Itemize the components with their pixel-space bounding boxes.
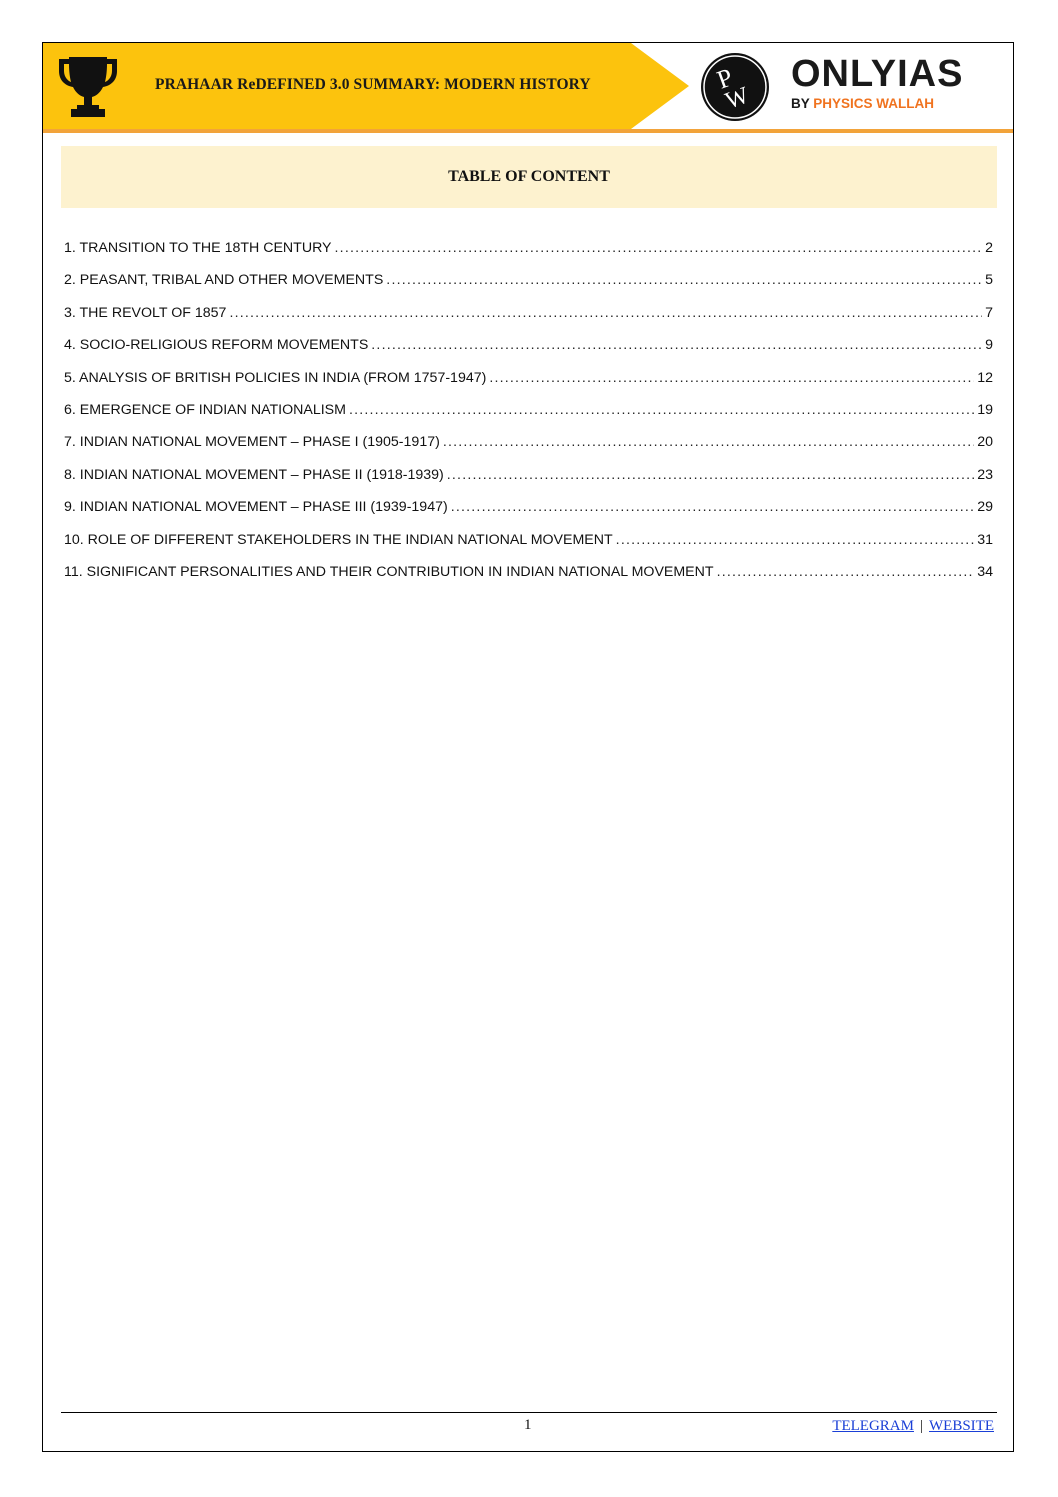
toc-entry-page: 29 — [977, 499, 993, 516]
website-link[interactable]: WEBSITE — [929, 1418, 994, 1434]
toc-entry-label: 9. INDIAN NATIONAL MOVEMENT – PHASE III (1939-1947) — [64, 499, 448, 516]
toc-entry[interactable] — [64, 499, 993, 531]
brand-by: BY — [791, 96, 810, 111]
toc-dot-leader — [229, 305, 982, 321]
toc-entry-label: 7. INDIAN NATIONAL MOVEMENT – PHASE I (1905-1917) — [64, 434, 440, 451]
brand-sub-name: PHYSICS WALLAH — [813, 96, 935, 111]
svg-text:P: P — [713, 62, 737, 95]
telegram-link[interactable]: TELEGRAM — [832, 1418, 914, 1434]
trophy-icon — [55, 53, 121, 121]
toc-entry[interactable] — [64, 240, 993, 272]
toc-entry[interactable] — [64, 337, 993, 369]
toc-dot-leader — [349, 402, 974, 418]
toc-entry-label: 8. INDIAN NATIONAL MOVEMENT – PHASE II (1918-1939) — [64, 466, 444, 483]
toc-entry-label: 2. PEASANT, TRIBAL AND OTHER MOVEMENTS — [64, 272, 384, 289]
toc-entry-page: 9 — [985, 337, 993, 354]
toc-entry-page: 5 — [985, 272, 993, 289]
toc-entry-page: 34 — [977, 563, 993, 580]
header-title: PRAHAAR ReDEFINED 3.0 SUMMARY: MODERN HISTORY — [155, 76, 591, 93]
toc-entry-page: 31 — [977, 531, 993, 548]
toc-entry-label: 5. ANALYSIS OF BRITISH POLICIES IN INDIA (FROM 1757-1947) — [64, 369, 487, 386]
toc-heading-box — [61, 146, 997, 208]
toc-dot-leader — [386, 272, 982, 288]
toc-entry-page: 2 — [985, 240, 993, 256]
toc-entry[interactable] — [64, 467, 993, 499]
toc-entry-label: 6. EMERGENCE OF INDIAN NATIONALISM — [64, 401, 346, 418]
toc-dot-leader — [447, 467, 974, 483]
toc-dot-leader — [489, 370, 974, 386]
toc-entry-label: 1. TRANSITION TO THE 18TH CENTURY — [64, 240, 332, 256]
toc-entry-label: 3. THE REVOLT OF 1857 — [64, 304, 227, 321]
page-number: 1 — [524, 1417, 532, 1433]
toc-entry-label: 4. SOCIO-RELIGIOUS REFORM MOVEMENTS — [64, 337, 369, 354]
footer-links — [832, 1418, 994, 1435]
toc-dot-leader — [335, 240, 983, 256]
toc-dot-leader — [616, 532, 975, 548]
footer-separator: | — [919, 1418, 923, 1434]
toc-entry-page: 20 — [977, 434, 993, 451]
toc-entry-page: 12 — [977, 369, 993, 386]
header-rule — [43, 129, 1013, 133]
footer-rule — [61, 1412, 997, 1413]
toc-entry[interactable] — [64, 564, 993, 596]
svg-text:W: W — [722, 82, 753, 115]
toc-dot-leader — [451, 499, 975, 515]
toc-entry-page: 23 — [977, 466, 993, 483]
toc-entry-page: 7 — [985, 304, 993, 321]
toc-entry-label: 11. SIGNIFICANT PERSONALITIES AND THEIR CONTRIBUTION IN INDIAN NATIONAL MOVEMENT — [64, 563, 714, 580]
toc-dot-leader — [717, 564, 975, 580]
toc-entry-label: 10. ROLE OF DIFFERENT STAKEHOLDERS IN THE INDIAN NATIONAL MOVEMENT — [64, 531, 613, 548]
toc-entry[interactable] — [64, 402, 993, 434]
toc-entry[interactable] — [64, 532, 993, 564]
brand-logo — [791, 55, 963, 112]
toc-entry-page: 19 — [977, 401, 993, 418]
brand-subtitle — [791, 96, 963, 112]
toc-heading: TABLE OF CONTENT — [448, 168, 610, 185]
toc-dot-leader — [443, 434, 974, 450]
toc-entry[interactable] — [64, 272, 993, 304]
toc-entry[interactable] — [64, 305, 993, 337]
brand-name: ONLYIAS — [791, 53, 964, 95]
toc-dot-leader — [371, 337, 982, 353]
toc-entry[interactable] — [64, 370, 993, 402]
table-of-contents — [64, 240, 993, 596]
toc-entry[interactable] — [64, 434, 993, 466]
page-header — [43, 43, 1013, 133]
pw-logo — [699, 51, 771, 123]
